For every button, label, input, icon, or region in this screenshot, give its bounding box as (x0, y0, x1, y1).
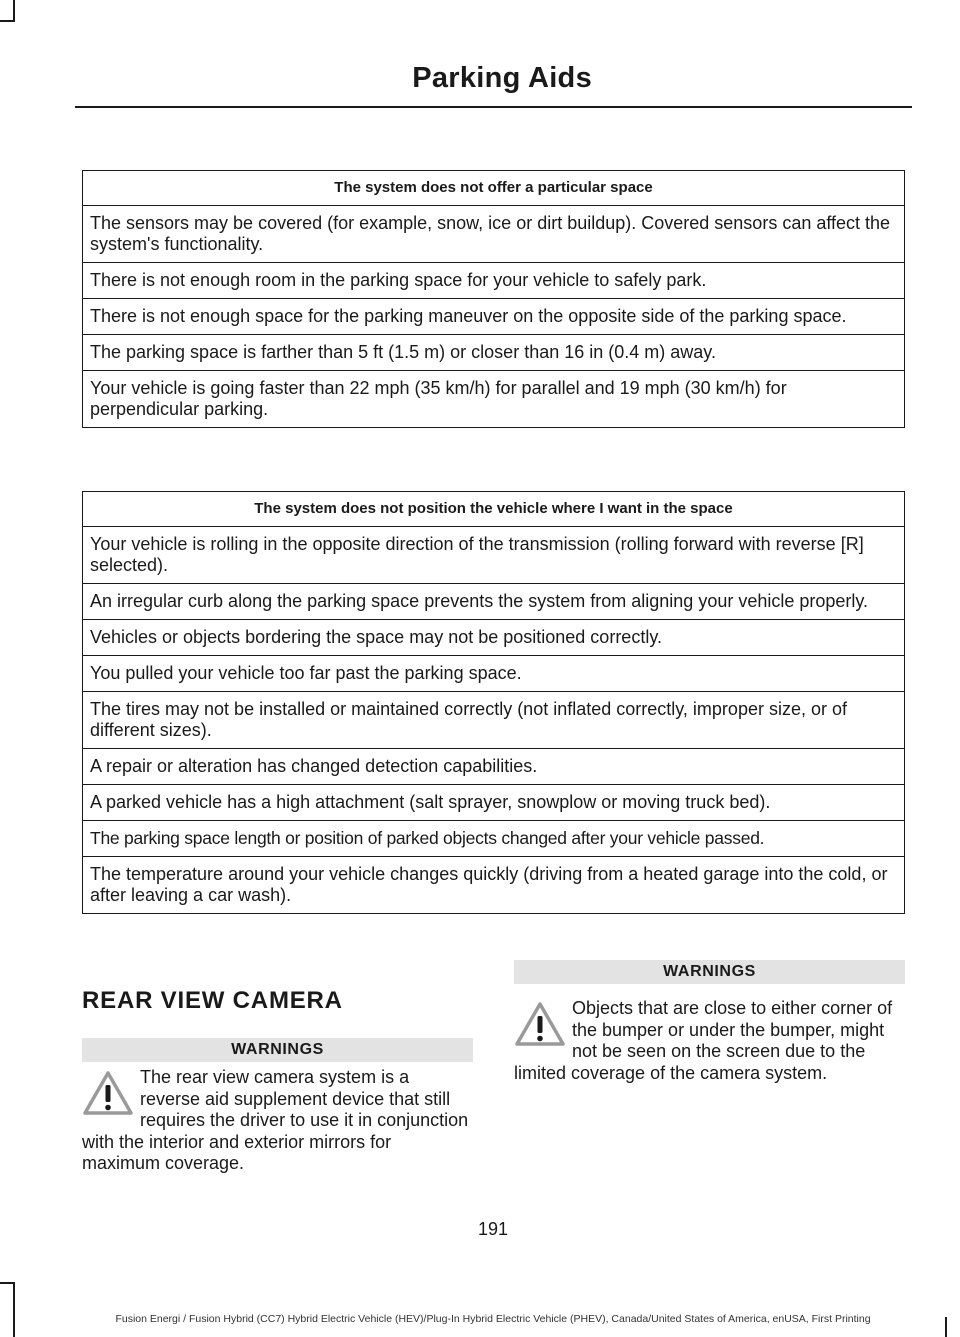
table-row: A repair or alteration has changed detection capabilities. (83, 749, 905, 785)
warnings-header: WARNINGS (82, 1038, 473, 1062)
table-row: The parking space length or position of parked objects changed after your vehicle passed. (83, 821, 905, 857)
table-row: The sensors may be covered (for example, snow, ice or dirt buildup). Covered sensors can affect the system's functionality. (83, 206, 905, 263)
table-row: The temperature around your vehicle changes quickly (driving from a heated garage into the cold, or after leaving a car wash). (83, 857, 905, 914)
table-row: Your vehicle is rolling in the opposite direction of the transmission (rolling forward with reverse [R] selected). (83, 527, 905, 584)
table-row: Your vehicle is going faster than 22 mph (35 km/h) for parallel and 19 mph (30 km/h) for perpendicular parking. (83, 371, 905, 428)
warning-triangle-icon (514, 1001, 566, 1047)
warning-text: The rear view camera system is a reverse aid supplement device that still requires the driver to use it in conjunction with the interior and exterior mirrors for maximum coverage. (82, 1067, 469, 1173)
crop-mark-top-left-vertical (13, 0, 15, 22)
crop-mark-bottom-left-horizontal (0, 1282, 15, 1284)
table-row: A parked vehicle has a high attachment (salt sprayer, snowplow or moving truck bed). (83, 785, 905, 821)
table-row: The parking space is farther than 5 ft (1.5 m) or closer than 16 in (0.4 m) away. (83, 335, 905, 371)
crop-mark-top-left-horizontal (0, 20, 15, 22)
warning-triangle-icon (82, 1070, 134, 1116)
warning-text-coverage (514, 998, 905, 1084)
title-divider (75, 106, 912, 108)
page-title: Parking Aids (412, 62, 592, 94)
table-heading: The system does not offer a particular space (83, 171, 905, 206)
table-heading: The system does not position the vehicle where I want in the space (83, 492, 905, 527)
table-row: You pulled your vehicle too far past the parking space. (83, 656, 905, 692)
table-row: There is not enough room in the parking space for your vehicle to safely park. (83, 263, 905, 299)
section-heading: REAR VIEW CAMERA (82, 987, 343, 1014)
warning-text: Objects that are close to either corner of the bumper or under the bumper, might not be seen on the screen due to the limited coverage of the camera system. (514, 998, 893, 1083)
crop-mark-bottom-left-vertical (13, 1282, 15, 1337)
warnings-header: WARNINGS (514, 960, 905, 984)
table-row: There is not enough space for the parking maneuver on the opposite side of the parking space. (83, 299, 905, 335)
troubleshooting-table-no-space (82, 170, 905, 428)
table-row: The tires may not be installed or maintained correctly (not inflated correctly, improper size, or of different sizes). (83, 692, 905, 749)
troubleshooting-table-position (82, 491, 905, 914)
table-row: Vehicles or objects bordering the space may not be positioned correctly. (83, 620, 905, 656)
page-number: 191 (477, 1219, 509, 1239)
table-row: An irregular curb along the parking space prevents the system from aligning your vehicle properly. (83, 584, 905, 620)
footer-text: Fusion Energi / Fusion Hybrid (CC7) Hybrid Electric Vehicle (HEV)/Plug-In Hybrid Electric Vehicle (PHEV), Canada/United States of America, enUSA, First Printing (115, 1313, 871, 1325)
warning-text-rear-camera (82, 1067, 473, 1175)
